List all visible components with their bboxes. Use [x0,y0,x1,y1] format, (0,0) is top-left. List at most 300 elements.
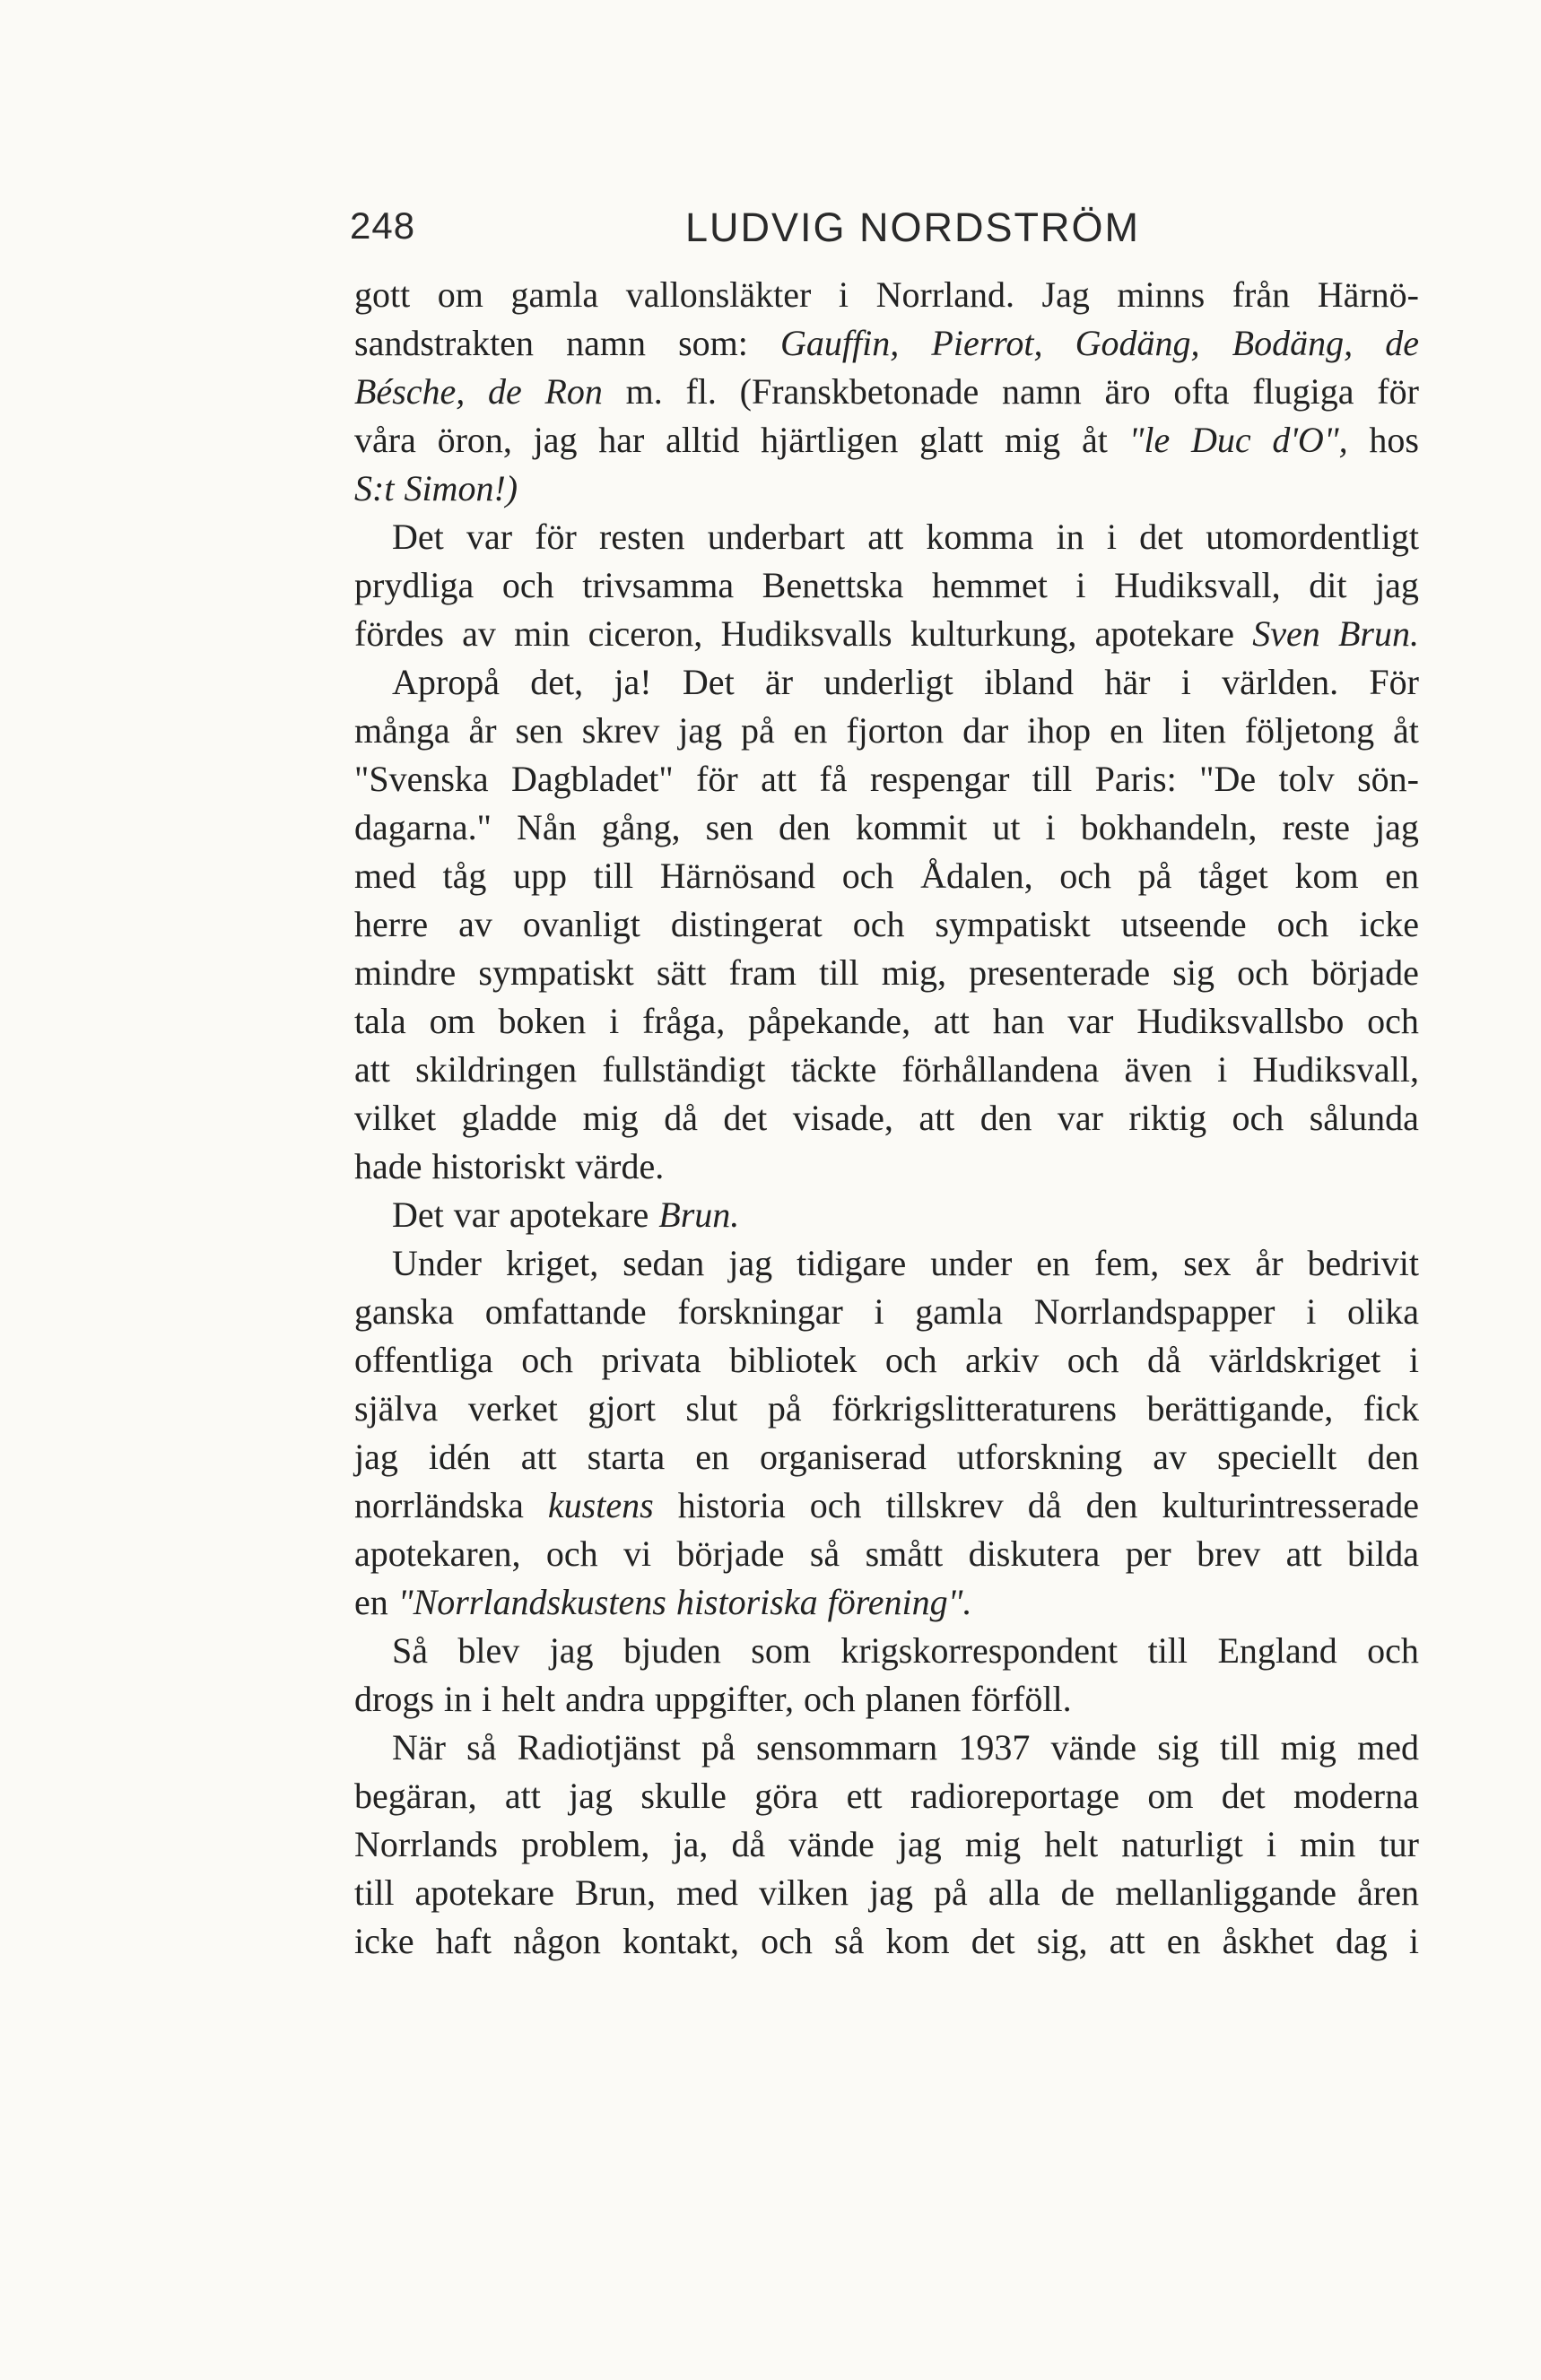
text-line [354,1675,1419,1724]
word: förhållandena [901,1049,1100,1090]
word: gladde [461,1098,558,1138]
word: i [1408,1340,1419,1380]
word: starta [587,1437,666,1477]
word: moderna [1293,1776,1419,1816]
word: England [1217,1630,1337,1671]
word: vände [1050,1727,1137,1768]
italic-word: "Norrlandskustens [397,1582,666,1622]
word: påpekande, [748,1001,911,1041]
word: speciellt [1216,1437,1337,1477]
text-line [354,368,1419,416]
word: då [731,1824,766,1864]
word: berättigande, [1146,1388,1334,1429]
word: en [1036,1243,1071,1283]
word: och [761,1921,813,1961]
word: sympatiskt [935,904,1091,944]
word: ut [992,807,1021,847]
word: var [1067,1001,1114,1041]
word: och [1276,904,1329,944]
word: var [1057,1098,1103,1138]
word: tidigare [797,1243,907,1283]
word: den [979,1098,1032,1138]
italic-word: förening". [827,1582,972,1622]
word: han [992,1001,1045,1041]
word: sätt [656,952,707,993]
word: som: [678,323,748,363]
word: av [462,613,496,654]
word: prydliga [354,565,474,605]
word: här [1104,662,1151,702]
word: privata [601,1340,701,1380]
italic-word: Simon!) [404,468,518,508]
word: att [919,1098,955,1138]
word: haft [435,1921,492,1961]
word: och [884,1340,937,1380]
word: tillskrev [885,1485,1004,1525]
word: det [723,1098,768,1138]
word: omfattande [484,1291,647,1332]
text-line [354,1917,1419,1966]
word: jag [549,1630,594,1671]
word: dit [1309,565,1347,605]
word: i [1045,807,1056,847]
word: ibland [984,662,1075,702]
italic-word: Brun. [658,1194,740,1235]
word: tur [1379,1824,1419,1864]
word: jag [678,710,723,751]
word: vi [623,1533,652,1574]
word: för [696,759,738,799]
word: i [874,1291,884,1332]
text-line [354,1336,1419,1385]
word: var [466,517,513,557]
word: för [1377,371,1419,412]
word: bokhandeln, [1080,807,1258,847]
word: minns [1117,274,1206,315]
word: utseende [1120,904,1247,944]
word: mig [964,1824,1022,1864]
word: smått [865,1533,944,1574]
word: offentliga [354,1340,493,1380]
word: förkrigslitteraturens [831,1388,1117,1429]
word: Radiotjänst [517,1727,681,1768]
text-line [354,803,1419,852]
word: kom [1294,856,1359,896]
word: ovanligt [522,904,640,944]
word: och [501,565,554,605]
body-text [354,271,1419,1966]
word: mig [1004,420,1061,460]
word: fullständigt [602,1049,766,1090]
word: så [466,1727,497,1768]
word: distingerat [670,904,823,944]
word: kriget, [505,1243,599,1283]
italic-word: historiska [675,1582,818,1622]
word: helt [1044,1824,1099,1864]
word: blev [457,1630,520,1671]
word: 1937 [958,1727,1031,1768]
word: Norrlandspapper [1033,1291,1275,1332]
word: många [354,710,450,751]
word: bilda [1346,1533,1419,1574]
word: till [1147,1630,1188,1671]
word: de [1060,1872,1095,1913]
page-number: 248 [350,204,416,247]
text-line [354,1724,1419,1772]
word: åren [1357,1872,1419,1913]
word: "Svenska [354,759,489,799]
word: och [521,1340,574,1380]
word: icke [1359,904,1419,944]
word: våra [354,420,416,460]
word: i [1266,1824,1277,1864]
word: min [514,613,570,654]
word: dagarna." [354,807,492,847]
word: presenterade [969,952,1151,993]
word: kommit [855,807,968,847]
word: så [834,1921,865,1961]
word: in [443,1679,473,1719]
word: komma [926,517,1034,557]
word: jag [569,1776,614,1816]
word: började [676,1533,785,1574]
word: sig, [1036,1921,1088,1961]
text-line [354,1433,1419,1481]
italic-word: Pierrot, [931,323,1043,363]
word: om [437,274,483,315]
word: apotekaren, [354,1533,521,1574]
word: den [1085,1485,1138,1525]
word: planen [865,1679,962,1719]
text-line [354,1820,1419,1869]
word: organiserad [759,1437,927,1477]
word: sensommarn [755,1727,938,1768]
word: Paris: [1094,759,1177,799]
word: gott [354,274,411,315]
word: även [1124,1049,1192,1090]
word: alltid [666,420,740,460]
word: naturligt [1121,1824,1243,1864]
word: att [867,517,904,557]
word: det, [530,662,584,702]
word: tala [354,1001,406,1041]
italic-word: Bésche, [354,371,466,412]
word: i [1217,1049,1228,1090]
word: slut [685,1388,738,1429]
word: till [1032,759,1073,799]
word: började [1310,952,1419,993]
text-line [354,949,1419,997]
word: mig [582,1098,639,1138]
word: mindre [354,952,457,993]
word: hjärtligen [761,420,899,460]
word: andra [565,1679,645,1719]
word: min [1300,1824,1356,1864]
word: så [809,1533,840,1574]
word: flugiga [1252,371,1354,412]
word: sandstrakten [354,323,534,363]
text-line [354,658,1419,707]
word: upp [513,856,568,896]
word: Hudiksvall, [1252,1049,1419,1090]
word: Det [392,517,444,557]
word: och [852,904,905,944]
word: år [468,710,497,751]
word: och [1367,1001,1419,1041]
word: Norrland. [875,274,1014,315]
word: begäran, [354,1776,477,1816]
word: utforskning [956,1437,1123,1477]
word: underbart [707,517,846,557]
word: jag [869,1872,913,1913]
word: namn [566,323,646,363]
word: hos [1369,420,1419,460]
word: vilket [354,1098,437,1138]
word: och [803,1679,856,1719]
italic-word: Ron [544,371,603,412]
word: dag [1335,1921,1388,1961]
word: täckte [790,1049,877,1090]
word: själva [354,1388,439,1429]
word: sen [705,807,753,847]
word: som [751,1630,811,1671]
word: i [1075,565,1086,605]
word: Ådalen, [920,856,1033,896]
word: Benettska [762,565,904,605]
word: dar [962,710,1009,751]
word: Härnösand [659,856,816,896]
word: var [453,1194,500,1235]
word: och [1367,1630,1419,1671]
text-line [354,1385,1419,1433]
word: forskningar [677,1291,843,1332]
word: sympatiskt [478,952,634,993]
word: att [354,1049,390,1090]
word: arkiv [965,1340,1040,1380]
word: ja, [673,1824,709,1864]
word: då [1027,1485,1062,1525]
word: sig [1172,952,1215,993]
word: Hudiksvalls [720,613,892,654]
word: mig, [881,952,946,993]
word: med [676,1872,738,1913]
word: en [695,1437,729,1477]
word: skrev [581,710,660,751]
text-line [354,416,1419,465]
word: sedan [622,1243,705,1283]
word: till [819,952,859,993]
italic-word: d'O", [1272,420,1348,460]
word: fördes [354,613,444,654]
text-line [354,997,1419,1046]
word: att [520,1437,557,1477]
text-line [354,610,1419,658]
word: gång, [601,807,681,847]
word: att [1285,1533,1322,1574]
word: herre [354,904,429,944]
word: drogs [354,1679,434,1719]
word: kulturkung, [910,613,1077,654]
word: mig [1280,1727,1336,1768]
text-line [354,513,1419,561]
word: kom [885,1921,950,1961]
italic-word: kustens [547,1485,654,1525]
word: att [504,1776,541,1816]
word: värde. [575,1146,665,1186]
word: jag [897,1824,942,1864]
word: Norrlands [354,1824,498,1864]
word: fick [1363,1388,1419,1429]
word: kontakt, [622,1921,739,1961]
word: gamla [915,1291,1004,1332]
word: Hudiksvallsbo [1136,1001,1345,1041]
word: När [392,1727,446,1768]
word: underligt [823,662,953,702]
word: en [354,1582,388,1622]
word: helt [501,1679,556,1719]
word: har [598,420,645,460]
word: en [1385,856,1419,896]
word: gamla [510,274,599,315]
word: någon [513,1921,601,1961]
word: m. [625,371,663,412]
italic-word: de [1385,323,1419,363]
word: hade [354,1146,422,1186]
word: idén [428,1437,491,1477]
word: glatt [919,420,984,460]
word: en [1110,710,1144,751]
word: för [535,517,577,557]
text-line [354,1142,1419,1191]
word: från [1232,274,1291,315]
word: med [1357,1727,1419,1768]
word: ciceron, [588,613,703,654]
word: fjorton [846,710,945,751]
word: skulle [640,1776,727,1816]
word: tåg [442,856,487,896]
italic-word: de [487,371,522,412]
word: göra [754,1776,819,1816]
word: världskriget [1209,1340,1381,1380]
word: öron, [437,420,512,460]
word: reste [1282,807,1350,847]
italic-word: Duc [1190,420,1251,460]
italic-word: Sven [1252,613,1320,654]
word: att [761,759,797,799]
word: då [664,1098,698,1138]
word: sön- [1357,759,1419,799]
word: (Franskbetonade [739,371,979,412]
word: apotekare [414,1872,554,1913]
word: åt [1081,420,1108,460]
word: av [1153,1437,1187,1477]
text-line [354,1094,1419,1142]
word: och [1232,1098,1284,1138]
word: det [971,1921,1015,1961]
word: ofta [1173,371,1230,412]
word: "De [1199,759,1257,799]
word: liten [1162,710,1226,751]
word: jag [728,1243,773,1283]
word: apotekare [1094,613,1235,654]
word: ihop [1027,710,1092,751]
word: sen [515,710,563,751]
text-line [354,1191,1419,1239]
text-line [354,1869,1419,1917]
word: få [819,759,848,799]
word: år [1255,1243,1284,1283]
word: sex [1183,1243,1232,1283]
word: utomordentligt [1206,517,1419,557]
word: ja! [614,662,652,702]
word: förföll. [971,1679,1072,1719]
word: i [482,1679,492,1719]
word: mellanliggande [1115,1872,1337,1913]
word: Under [392,1243,482,1283]
word: på [701,1727,736,1768]
text-line [354,755,1419,803]
word: i [609,1001,620,1041]
italic-word: Bodäng, [1232,323,1354,363]
word: i [1180,662,1191,702]
word: och [1067,1340,1119,1380]
word: och [809,1485,862,1525]
word: Apropå [392,662,500,702]
word: vilken [759,1872,849,1913]
word: Hudiksvall, [1114,565,1281,605]
word: det [1139,517,1184,557]
word: och [1237,952,1289,993]
word: problem, [521,1824,650,1864]
word: den [1367,1437,1419,1477]
word: en [1166,1921,1201,1961]
italic-word: Brun. [1337,613,1419,654]
word: den [778,807,831,847]
text-line [354,1627,1419,1675]
italic-word: Gauffin, [780,323,900,363]
word: på [767,1388,802,1429]
italic-word: Godäng, [1075,323,1200,363]
text-line [354,561,1419,610]
word: namn [1001,371,1082,412]
word: i [1306,1291,1317,1332]
word: icke [354,1921,414,1961]
text-line [354,1046,1419,1094]
word: Så [392,1630,428,1671]
text-line [354,1288,1419,1336]
word: och [545,1533,598,1574]
word: vallonsläkter [625,274,812,315]
word: vände [788,1824,875,1864]
word: Jag [1041,274,1090,315]
word: om [429,1001,475,1041]
text-line [354,1578,1419,1627]
word: och [841,856,894,896]
word: brev [1197,1533,1261,1574]
word: jag [533,420,578,460]
word: av [458,904,492,944]
word: Det [682,662,735,702]
word: Dagbladet" [511,759,674,799]
word: fråga, [642,1001,726,1041]
word: norrländska [354,1485,524,1525]
word: att [933,1001,970,1041]
text-line [354,900,1419,949]
word: tåget [1198,856,1268,896]
word: in [1056,517,1084,557]
word: fem, [1094,1243,1160,1283]
word: trivsamma [582,565,735,605]
